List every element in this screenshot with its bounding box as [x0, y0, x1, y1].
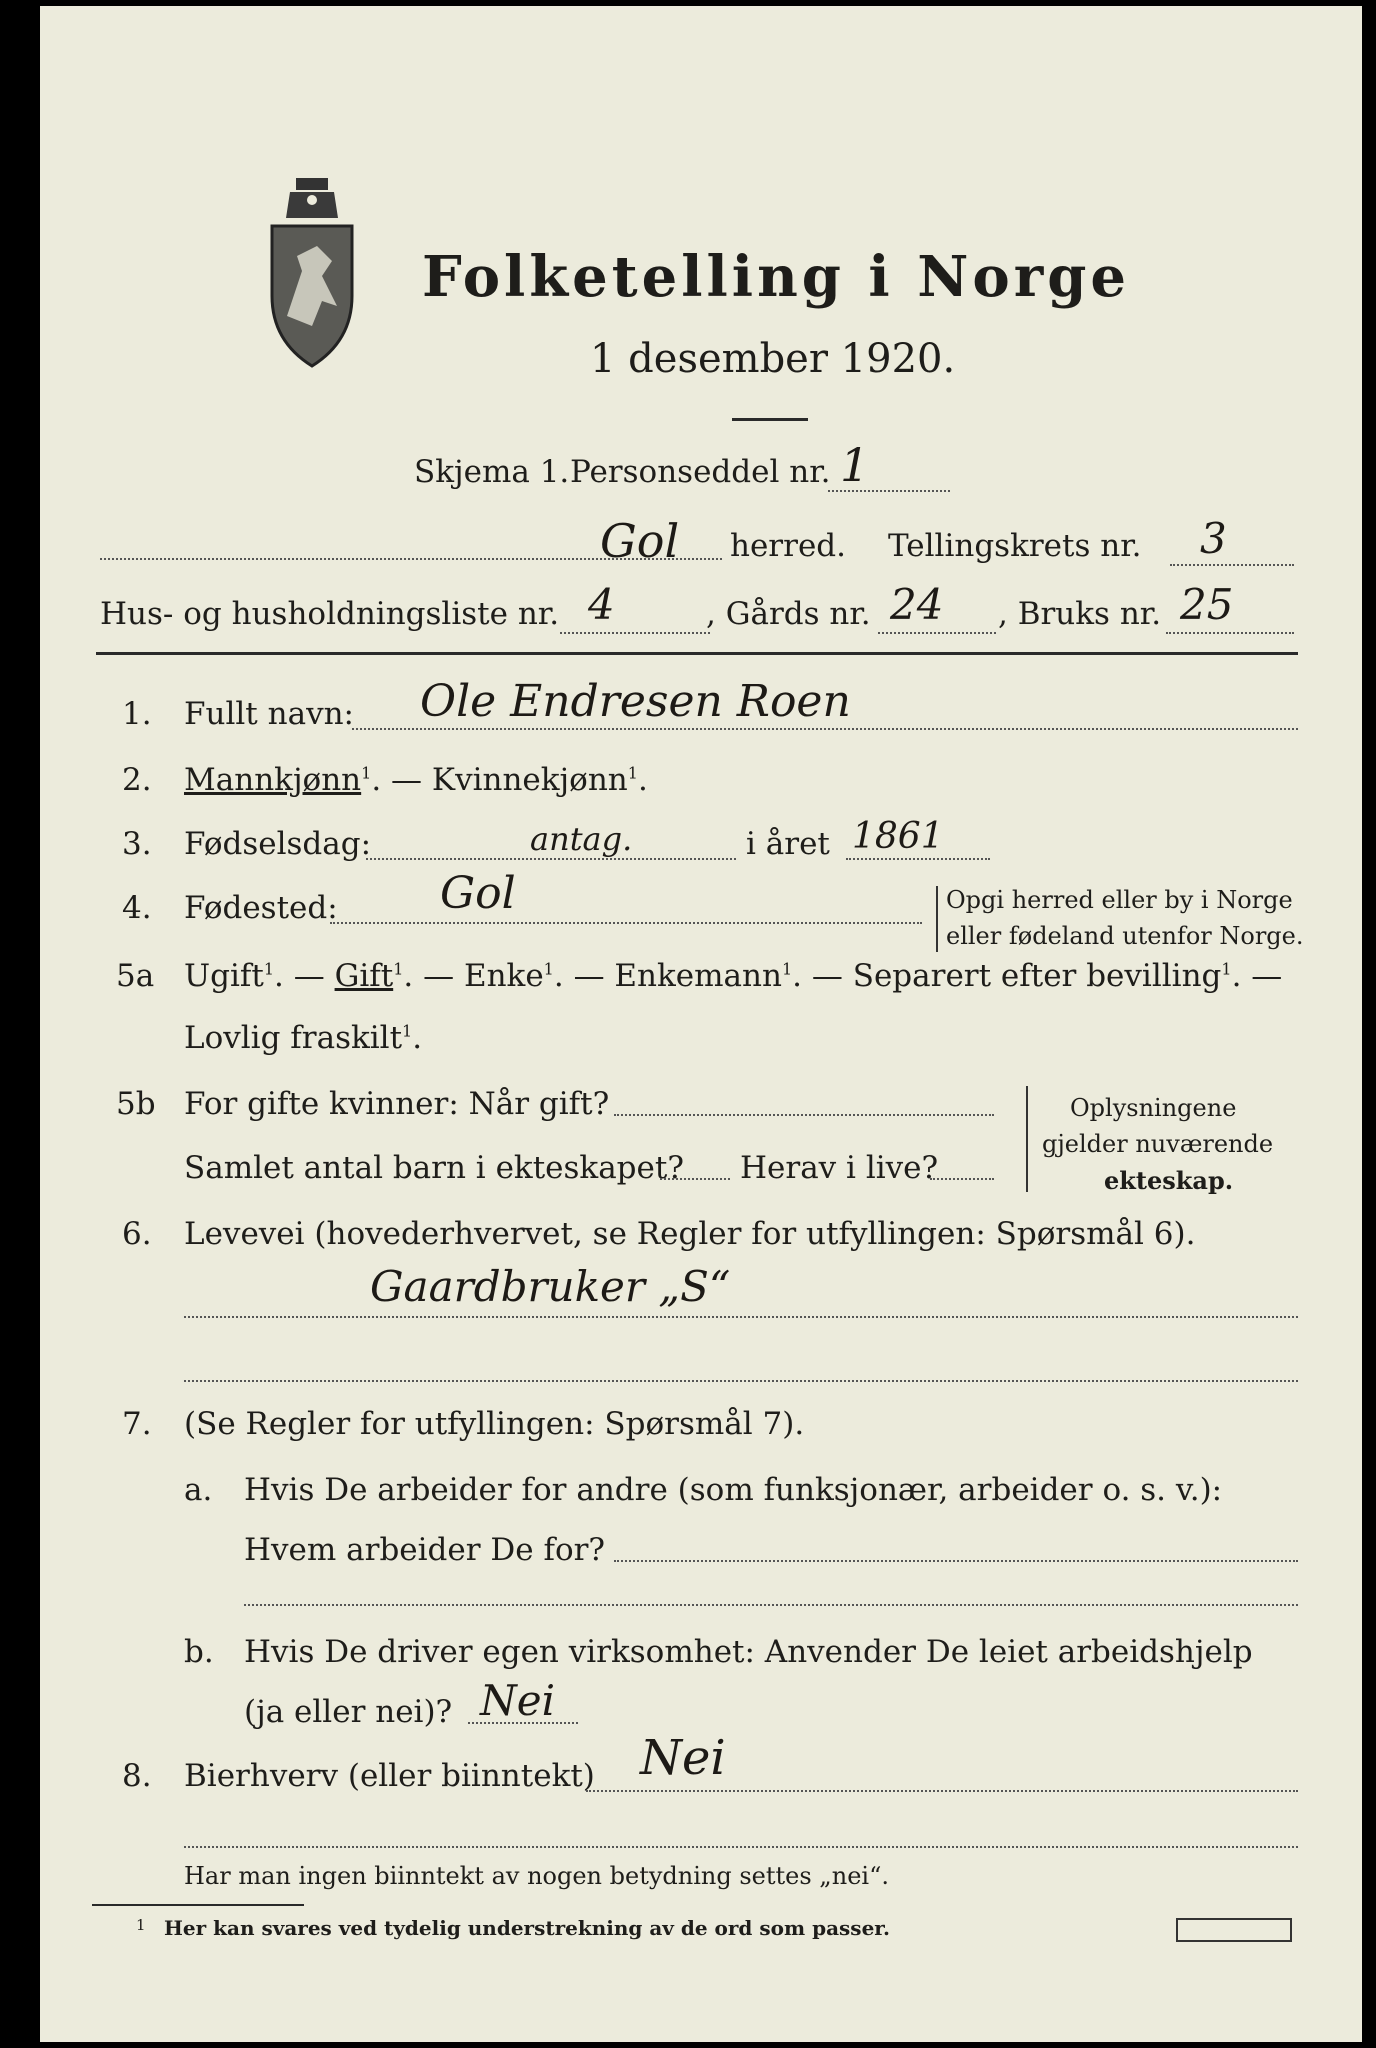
status-gift: Gift: [334, 958, 394, 994]
q2-number: 2.: [122, 762, 152, 798]
gender-female: Kvinnekjønn: [431, 762, 628, 798]
printer-stamp: [1176, 1918, 1292, 1942]
tellingskrets-line: [1170, 564, 1294, 566]
census-date: 1 desember 1920.: [590, 336, 956, 382]
q1-label: Fullt navn:: [184, 696, 354, 732]
birthplace-value: Gol: [440, 868, 516, 919]
status-separator: . —: [274, 958, 335, 994]
q8-line-2: [184, 1846, 1298, 1848]
q8-label: Bierhverv (eller biinntekt): [184, 1758, 595, 1794]
q7b-label: Hvis De driver egen virksomhet: Anvender De leiet arbeidshjelp: [244, 1634, 1253, 1670]
gards-line: [878, 632, 996, 634]
herred-label: herred.: [730, 528, 846, 564]
marital-options: [184, 958, 1282, 994]
q5b-married-line: [614, 1114, 994, 1116]
q7a-line-2: [244, 1604, 1298, 1606]
status-enkemann: Enkemann: [614, 958, 782, 994]
q3-number: 3.: [122, 826, 152, 862]
q4-note-1: Opgi herred eller by i Norge: [946, 886, 1293, 914]
q6-number: 6.: [122, 1216, 152, 1252]
footnote-text: Her kan svares ved tydelig understrekning av de ord som passer.: [164, 1916, 890, 1940]
birthday-value: antag.: [530, 820, 633, 858]
q5b-label: For gifte kvinner: Når gift?: [184, 1086, 610, 1122]
q5a-number: 5a: [116, 958, 155, 994]
hus-line: [560, 632, 710, 634]
q5b-brace: [1026, 1086, 1028, 1192]
full-name-value: Ole Endresen Roen: [420, 676, 851, 727]
personseddel-value: 1: [840, 438, 870, 492]
q8-value: Nei: [640, 1730, 726, 1786]
q3-year-line: [846, 858, 990, 860]
footnote-ref: 1: [543, 959, 554, 979]
census-form: [40, 6, 1362, 2042]
personseddel-label: Personseddel nr.: [570, 454, 831, 490]
q4-label: Fødested:: [184, 890, 338, 926]
q5b-children-label: Samlet antal barn i ekteskapet?: [184, 1150, 684, 1186]
tellingskrets-label: Tellingskrets nr.: [888, 528, 1142, 564]
q6-label: Levevei (hovederhvervet, se Regler for utfyllingen: Spørsmål 6).: [184, 1216, 1196, 1252]
q7a-line-1: [614, 1560, 1298, 1562]
footnote-ref: 1: [402, 1021, 413, 1041]
q7-label: (Se Regler for utfyllingen: Spørsmål 7).: [184, 1406, 805, 1442]
bruks-line: [1166, 632, 1294, 634]
herred-value: Gol: [600, 514, 680, 568]
q6-line-2: [184, 1380, 1298, 1382]
q7a-label: Hvis De arbeider for andre (som funksjonær, arbeider o. s. v.):: [244, 1472, 1223, 1508]
bruks-label: , Bruks nr.: [998, 596, 1162, 632]
footnote-ref: 1: [627, 763, 638, 783]
q3-year-label: i året: [746, 826, 830, 862]
q3-label: Fødselsdag:: [184, 826, 372, 862]
norway-coat-of-arms-icon: [262, 176, 362, 376]
q4-number: 4.: [122, 890, 152, 926]
status-fraskilt-row: [184, 1020, 422, 1056]
q7-number: 7.: [122, 1406, 152, 1442]
gender-male: Mannkjønn: [184, 762, 362, 798]
q5b-children-line: [660, 1178, 730, 1180]
page-title: Folketelling i Norge: [422, 244, 1131, 310]
gender-end: .: [637, 762, 648, 798]
status-fraskilt-end: .: [412, 1020, 423, 1056]
q1-number: 1.: [122, 696, 152, 732]
header-divider: [96, 652, 1298, 655]
q3-line: [366, 858, 736, 860]
gender-options: [184, 762, 648, 798]
q8-line-1: [586, 1790, 1298, 1792]
occupation-value: Gaardbruker „S“: [370, 1262, 731, 1311]
footnote-ref: 1: [393, 959, 404, 979]
status-separert: Separert efter bevilling: [852, 958, 1222, 994]
q7b-value: Nei: [480, 1676, 556, 1725]
gender-separator: . —: [371, 762, 432, 798]
q5b-note-3: ekteskap.: [1104, 1166, 1234, 1195]
hus-label: Hus- og husholdningsliste nr.: [100, 596, 560, 632]
gards-label: , Gårds nr.: [706, 596, 871, 632]
q7a-letter: a.: [184, 1472, 213, 1508]
q8-note: Har man ingen biinntekt av nogen betydning settes „nei“.: [184, 1862, 889, 1890]
status-separator: . —: [792, 958, 853, 994]
q5b-note-1: Oplysningene: [1070, 1094, 1237, 1122]
q4-brace: [936, 886, 938, 952]
q5b-note-2: gjelder nuværende: [1042, 1130, 1274, 1158]
footnote-ref: 1: [781, 959, 793, 979]
status-fraskilt: Lovlig fraskilt: [184, 1020, 403, 1056]
bruks-value: 25: [1180, 580, 1234, 629]
status-end: . —: [1231, 958, 1283, 994]
q1-line: [352, 728, 1298, 730]
status-ugift: Ugift: [184, 958, 264, 994]
q7a-label-2: Hvem arbeider De for?: [244, 1532, 606, 1568]
q6-line-1: [184, 1316, 1298, 1318]
q5b-number: 5b: [116, 1086, 156, 1122]
schema-label: Skjema 1.: [414, 454, 570, 490]
gards-value: 24: [890, 580, 944, 629]
q5b-alive-line: [930, 1178, 994, 1180]
status-separator: . —: [403, 958, 464, 994]
status-separator: . —: [553, 958, 615, 994]
q4-note-2: eller fødeland utenfor Norge.: [946, 922, 1304, 950]
hus-value: 4: [588, 580, 615, 629]
footnote-ref: 1: [263, 959, 275, 979]
q7b-letter: b.: [184, 1634, 214, 1670]
q7b-label-2: (ja eller nei)?: [244, 1694, 453, 1730]
q8-number: 8.: [122, 1758, 152, 1794]
q5b-alive-label: Herav i live?: [740, 1150, 939, 1186]
footnote-ref: 1: [361, 763, 372, 783]
title-divider: [732, 418, 808, 421]
status-enke: Enke: [463, 958, 544, 994]
tellingskrets-value: 3: [1200, 514, 1227, 563]
q4-line: [330, 922, 922, 924]
birth-year-value: 1861: [852, 816, 944, 857]
footnote-ref: 1: [1221, 959, 1232, 979]
footnote-marker: 1: [136, 1916, 146, 1934]
footnote-divider: [92, 1904, 304, 1906]
